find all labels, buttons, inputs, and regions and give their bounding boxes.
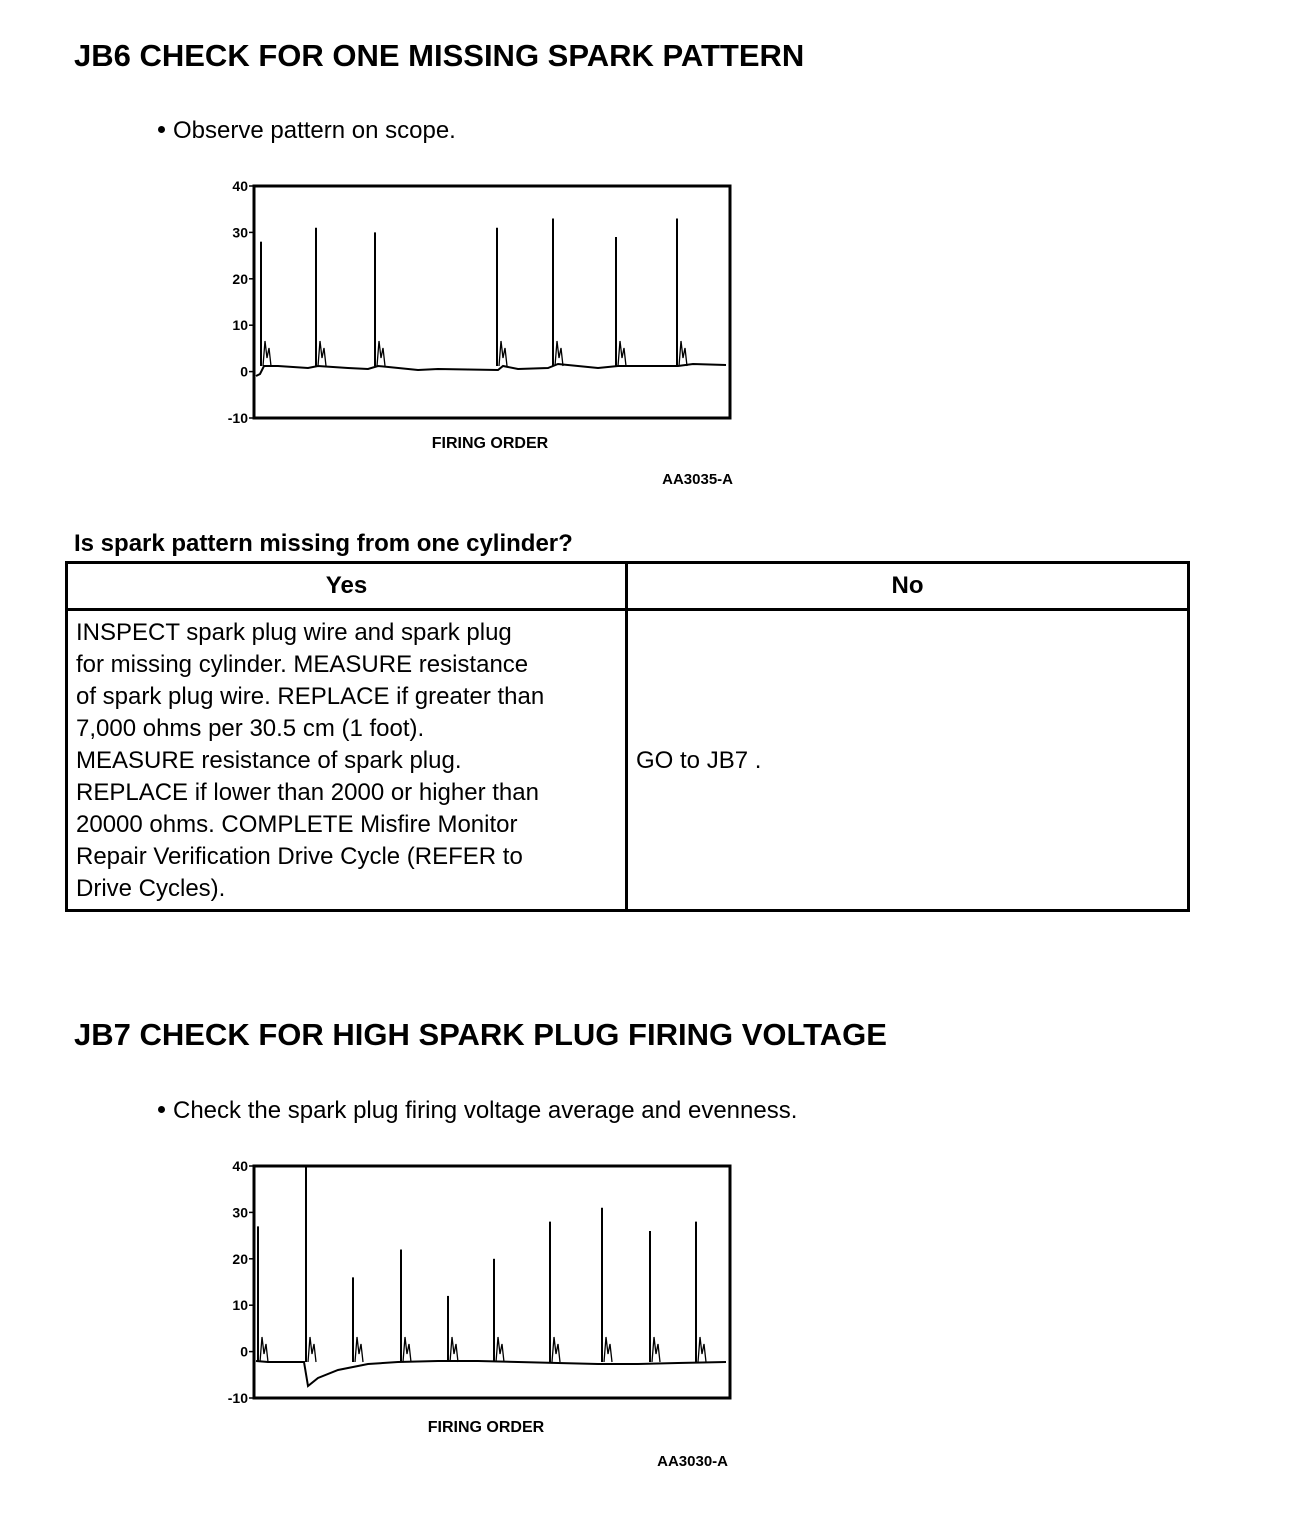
spark-oscillation bbox=[679, 341, 687, 366]
y-tick-label: -10 bbox=[227, 410, 248, 426]
y-tick-label: 0 bbox=[240, 363, 248, 380]
scope-figure-jb7 bbox=[218, 1156, 758, 1481]
yes-cell bbox=[67, 610, 627, 911]
spark-trace bbox=[256, 218, 726, 376]
spark-oscillation bbox=[403, 1337, 411, 1362]
bullet-dot-icon bbox=[158, 1106, 165, 1113]
decision-table bbox=[65, 561, 1190, 912]
spark-oscillation bbox=[652, 1337, 660, 1362]
spark-trace bbox=[256, 1166, 726, 1386]
spark-oscillation bbox=[496, 1337, 504, 1362]
bullet-dot-icon bbox=[158, 126, 165, 133]
y-tick-label: 10 bbox=[232, 1297, 248, 1314]
y-tick-label: -10 bbox=[227, 1390, 248, 1406]
yes-line: Repair Verification Drive Cycle (REFER to bbox=[76, 843, 523, 870]
yes-line: of spark plug wire. REPLACE if greater than bbox=[76, 683, 545, 710]
instruction-text: Observe pattern on scope. bbox=[173, 117, 456, 144]
spark-oscillation bbox=[499, 341, 507, 366]
spark-oscillation bbox=[698, 1337, 706, 1362]
scope-chart-jb6 bbox=[218, 176, 758, 496]
section-heading-jb7: JB7 CHECK FOR HIGH SPARK PLUG FIRING VOLTAGE bbox=[74, 1017, 887, 1052]
scope-chart-jb7 bbox=[218, 1156, 758, 1476]
question-text: Is spark pattern missing from one cylinder? bbox=[74, 530, 573, 557]
chart-frame bbox=[254, 186, 730, 418]
spark-oscillation bbox=[618, 341, 626, 366]
spark-oscillation bbox=[604, 1337, 612, 1362]
instruction-text: Check the spark plug firing voltage average and evenness. bbox=[173, 1097, 798, 1124]
yes-line: REPLACE if lower than 2000 or higher than bbox=[76, 779, 539, 806]
y-tick-label: 20 bbox=[232, 270, 248, 287]
table-row bbox=[67, 610, 1189, 911]
y-tick-label: 20 bbox=[232, 1250, 248, 1267]
spark-oscillation bbox=[318, 341, 326, 366]
figure-id: AA3030-A bbox=[657, 1453, 728, 1470]
x-axis-label: FIRING ORDER bbox=[431, 435, 549, 452]
y-tick-label: 0 bbox=[240, 1343, 248, 1360]
spark-oscillation bbox=[263, 341, 271, 366]
yes-line: INSPECT spark plug wire and spark plug bbox=[76, 619, 512, 646]
yes-header: Yes bbox=[67, 563, 627, 610]
no-cell: GO to JB7 . bbox=[627, 610, 1189, 911]
yes-line: 7,000 ohms per 30.5 cm (1 foot). bbox=[76, 715, 425, 742]
yes-line: Drive Cycles). bbox=[76, 875, 226, 902]
yes-line: MEASURE resistance of spark plug. bbox=[76, 747, 462, 774]
y-tick-label: 30 bbox=[232, 1204, 248, 1221]
spark-oscillation bbox=[450, 1337, 458, 1362]
instruction-bullet-jb7 bbox=[158, 1097, 797, 1125]
y-tick-label: 40 bbox=[232, 178, 248, 194]
table-header-row bbox=[67, 563, 1189, 610]
spark-oscillation bbox=[355, 1337, 363, 1362]
y-tick-label: 40 bbox=[232, 1158, 248, 1174]
spark-oscillation bbox=[555, 341, 563, 366]
figure-id: AA3035-A bbox=[662, 471, 733, 488]
baseline-trace bbox=[256, 1361, 726, 1386]
instruction-bullet-jb6 bbox=[158, 117, 456, 145]
spark-oscillation bbox=[308, 1337, 316, 1362]
spark-oscillation bbox=[260, 1337, 268, 1362]
yes-line: 20000 ohms. COMPLETE Misfire Monitor bbox=[76, 811, 518, 838]
no-header: No bbox=[627, 563, 1189, 610]
section-heading-jb6: JB6 CHECK FOR ONE MISSING SPARK PATTERN bbox=[74, 38, 805, 73]
y-tick-label: 10 bbox=[232, 317, 248, 334]
y-tick-label: 30 bbox=[232, 224, 248, 241]
scope-figure-jb6 bbox=[218, 176, 758, 501]
yes-line: for missing cylinder. MEASURE resistance bbox=[76, 651, 529, 678]
spark-oscillation bbox=[552, 1337, 560, 1362]
spark-oscillation bbox=[377, 341, 385, 366]
x-axis-label: FIRING ORDER bbox=[427, 1419, 545, 1436]
